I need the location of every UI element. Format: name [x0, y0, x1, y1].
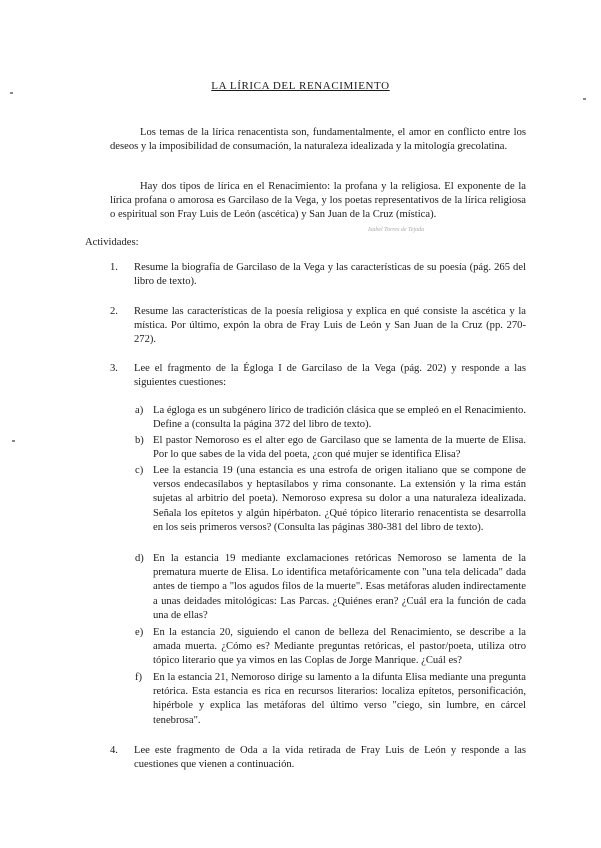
activity-item-3: [110, 362, 526, 390]
item-number: 4.: [110, 745, 118, 756]
scan-speck: [12, 440, 15, 442]
item-text: Lee el fragmento de la Égloga I de Garcilaso de la Vega (pág. 202) y responde a las siguientes cuestiones:: [134, 363, 526, 389]
faint-signature: Isabel Torres de Tejada: [368, 227, 425, 233]
subitem-letter: a): [135, 405, 144, 416]
subitem-text: En la estancia 19 mediante exclamaciones retóricas Nemoroso se lamenta de la prematura muerte de Elisa. Lo identifica metafóricamente con "una tela delicada" dada antes de tiempo a "los agudos filos de la muerte". Esas metáforas aluden indirectamente a unas deidades mitológicas: Las Parcas. ¿Quiénes eran? ¿Cuál era la función de cada una de ellas?: [153, 553, 526, 621]
activities-heading: Actividades:: [85, 237, 139, 248]
item-number: 2.: [110, 306, 118, 317]
subitem-text: En la estancia 21, Nemoroso dirige su lamento a la difunta Elisa mediante una pregunta retórica. Esta estancia es rica en recursos literarios: localiza epítetos, personificación, hipérbole y explica las metáforas del último verso "ciego, sin lumbre, en cárcel tenebrosa".: [153, 672, 526, 726]
subitem-b: [135, 434, 526, 462]
subitem-f: [135, 671, 526, 728]
item-text: Resume las características de la poesía religiosa y explica en qué consiste la ascética y la mística. Por último, expón la obra de Fray Luis de León y San Juan de la Cruz (pp. 270-272).: [134, 306, 526, 346]
activity-item-4: [110, 744, 526, 772]
item-number: 3.: [110, 363, 118, 374]
item-number: 1.: [110, 262, 118, 273]
subitem-text: El pastor Nemoroso es el alter ego de Garcilaso que se lamenta de la muerte de Elisa. Por lo que sabes de la vida del poeta, ¿con qué mujer se identifica Elisa?: [153, 435, 526, 461]
subitem-letter: d): [135, 553, 144, 564]
subitem-text: En la estancia 20, siguiendo el canon de belleza del Renacimiento, se describe a la amada muerta. ¿Cómo es? Mediante preguntas retóricas, el pastor/poeta, utiliza otro tópico literario que ya vimos en las Coplas de Jorge Manrique. ¿Cuál es?: [153, 627, 526, 667]
subitem-text: La égloga es un subgénero lírico de tradición clásica que se empleó en el Renacimiento. Define a (consulta la página 372 del libro de texto).: [153, 405, 526, 431]
document-title: LA LÍRICA DEL RENACIMIENTO: [211, 80, 390, 92]
subitem-a: [135, 404, 526, 432]
subitem-letter: c): [135, 465, 144, 476]
subitem-letter: e): [135, 627, 144, 638]
subitem-letter: b): [135, 435, 144, 446]
item-text: Resume la biografía de Garcilaso de la Vega y las características de su poesía (pág. 265 del libro de texto).: [134, 262, 526, 288]
subitem-e: [135, 626, 526, 669]
activity-item-2: [110, 305, 526, 348]
subitem-text: Lee la estancia 19 (una estancia es una estrofa de origen italiano que se compone de versos endecasílabos y heptasílabos y rima consonante. La extensión y la rima están sujetas al arbitrio del poeta). Nemoroso expresa su dolor a una naturaleza idealizada. Señala los epítetos y algún hipérbaton. ¿Qué tópico literario renacentista se desarrolla en los seis primeros versos? (Consulta las páginas 380-381 del libro de texto).: [153, 465, 526, 533]
activity-item-1: [110, 261, 526, 289]
subitem-c: [135, 464, 526, 535]
intro-paragraph-1: Los temas de la lírica renacentista son, fundamentalmente, el amor en conflicto entre los deseos y la imposibilidad de consumación, la naturaleza idealizada y la mitología grecolatina.: [110, 127, 526, 153]
intro-paragraph-2: Hay dos tipos de lírica en el Renacimiento: la profana y la religiosa. El exponente de la lírica profana o amorosa es Garcilaso de la Vega, y los poetas representativos de la lírica religiosa o espiritual son Fray Luis de León (ascética) y San Juan de la Cruz (mística).: [110, 181, 526, 221]
scan-speck: [10, 92, 13, 94]
item-text: Lee este fragmento de Oda a la vida retirada de Fray Luis de León y responde a las cuestiones que vienen a continuación.: [134, 745, 526, 771]
scan-speck: [583, 98, 586, 100]
subitem-d: [135, 552, 526, 623]
subitem-letter: f): [135, 672, 143, 683]
